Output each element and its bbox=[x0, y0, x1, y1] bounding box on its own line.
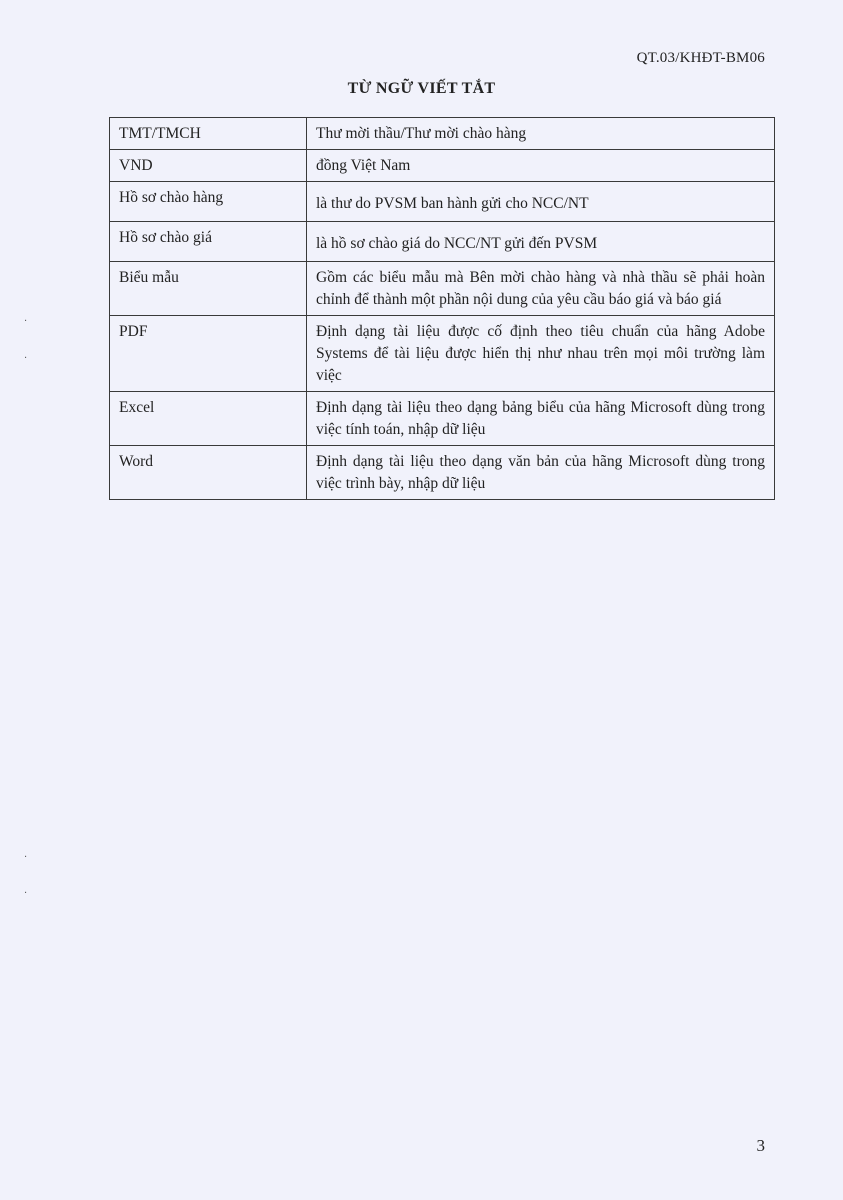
abbreviation-term: Hồ sơ chào giá bbox=[110, 222, 307, 262]
abbreviation-definition: Gồm các biểu mẫu mà Bên mời chào hàng và nhà thầu sẽ phải hoàn chỉnh để thành một phần nội dung của yêu cầu báo giá và báo giá bbox=[307, 262, 775, 316]
abbreviation-term: Hồ sơ chào hàng bbox=[110, 182, 307, 222]
page-number: 3 bbox=[756, 1136, 765, 1155]
table-row bbox=[110, 316, 775, 392]
abbreviation-term: Word bbox=[110, 446, 307, 500]
abbreviation-definition: Định dạng tài liệu được cố định theo tiêu chuẩn của hãng Adobe Systems để tài liệu được hiển thị như nhau trên mọi môi trường làm việc bbox=[307, 316, 775, 392]
abbreviation-term: PDF bbox=[110, 316, 307, 392]
abbreviation-definition: Thư mời thầu/Thư mời chào hàng bbox=[307, 118, 775, 150]
table-row bbox=[110, 222, 775, 262]
abbreviation-definition: đồng Việt Nam bbox=[307, 150, 775, 182]
scan-speck: · bbox=[24, 852, 28, 863]
scan-speck: · bbox=[24, 316, 28, 327]
table-row bbox=[110, 182, 775, 222]
table-row bbox=[110, 118, 775, 150]
table-row bbox=[110, 392, 775, 446]
abbreviation-definition: Định dạng tài liệu theo dạng văn bản của hãng Microsoft dùng trong việc trình bày, nhập dữ liệu bbox=[307, 446, 775, 500]
abbreviation-table bbox=[109, 117, 775, 500]
abbreviation-term: TMT/TMCH bbox=[110, 118, 307, 150]
table-row bbox=[110, 262, 775, 316]
abbreviation-definition: là hồ sơ chào giá do NCC/NT gửi đến PVSM bbox=[307, 222, 775, 262]
document-code: QT.03/KHĐT-BM06 bbox=[636, 50, 765, 66]
scan-speck: · bbox=[24, 888, 28, 899]
scan-speck: · bbox=[24, 353, 28, 364]
abbreviation-definition: là thư do PVSM ban hành gửi cho NCC/NT bbox=[307, 182, 775, 222]
abbreviation-definition: Định dạng tài liệu theo dạng bảng biểu của hãng Microsoft dùng trong việc tính toán, nhập dữ liệu bbox=[307, 392, 775, 446]
table-row bbox=[110, 150, 775, 182]
abbreviation-term: Excel bbox=[110, 392, 307, 446]
abbreviation-term: Biểu mẫu bbox=[110, 262, 307, 316]
table-row bbox=[110, 446, 775, 500]
abbreviation-term: VND bbox=[110, 150, 307, 182]
page-title: TỪ NGỮ VIẾT TẮT bbox=[347, 80, 496, 97]
